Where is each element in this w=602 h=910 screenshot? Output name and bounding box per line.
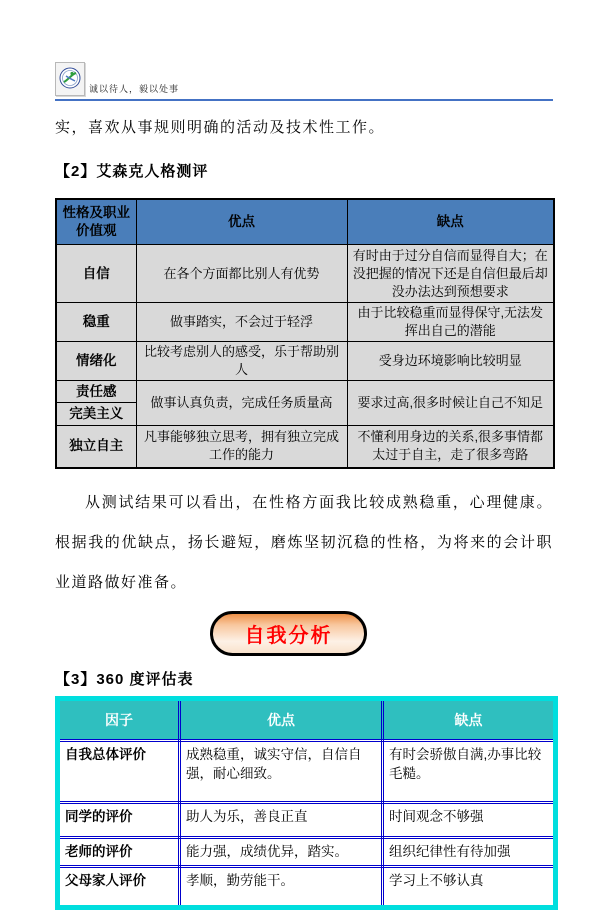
con-cell: 有时会骄傲自满,办事比较毛糙。 [383, 740, 556, 802]
table-header-row [58, 698, 556, 740]
trait-cell: 独立自主 [56, 426, 136, 468]
section-2-heading: 【2】艾森克人格测评 [55, 163, 209, 180]
factor-cell: 同学的评价 [58, 802, 180, 837]
con-cell: 受身边环境影响比较明显 [347, 342, 554, 381]
factor-cell: 父母家人评价 [58, 866, 180, 907]
trait-cell: 责任感 [56, 381, 136, 403]
con-cell: 组织纪律性有待加强 [383, 837, 556, 866]
analysis-paragraph: 从测试结果可以看出，在性格方面我比较成熟稳重，心理健康。根据我的优缺点，扬长避短，磨炼坚韧沉稳的性格，为将来的会计职业道路做好准备。 [55, 493, 553, 591]
con-cell: 要求过高,很多时候让自己不知足 [347, 381, 554, 426]
table-row [56, 245, 554, 303]
column-header-cons: 缺点 [383, 698, 556, 740]
column-header-cons: 缺点 [347, 199, 554, 245]
pro-cell: 比较考虑别人的感受，乐于帮助别人 [136, 342, 347, 381]
con-cell: 时间观念不够强 [383, 802, 556, 837]
pro-cell: 能力强，成绩优异，踏实。 [180, 837, 383, 866]
pro-cell: 在各个方面都比别人有优势 [136, 245, 347, 303]
school-emblem-icon [55, 62, 85, 96]
self-analysis-badge [210, 611, 367, 656]
column-header-pros: 优点 [180, 698, 383, 740]
con-cell: 由于比较稳重而显得保守,无法发挥出自己的潜能 [347, 303, 554, 342]
column-header-pros: 优点 [136, 199, 347, 245]
badge-label: 自我分析 [244, 624, 333, 647]
pro-cell: 凡事能够独立思考，拥有独立完成工作的能力 [136, 426, 347, 468]
table-row [58, 866, 556, 907]
table-row [56, 381, 554, 403]
table-row [56, 426, 554, 468]
pro-cell: 孝顺，勤劳能干。 [180, 866, 383, 907]
pro-cell: 成熟稳重，诚实守信，自信自强，耐心细致。 [180, 740, 383, 802]
table-row [58, 740, 556, 802]
con-cell: 有时由于过分自信而显得自大；在没把握的情况下还是自信但最后却没办法达到预想要求 [347, 245, 554, 303]
trait-cell: 情绪化 [56, 342, 136, 381]
eysenck-table [55, 198, 555, 469]
intro-paragraph: 实，喜欢从事规则明确的活动及技术性工作。 [55, 119, 386, 136]
pro-cell: 助人为乐，善良正直 [180, 802, 383, 837]
column-header-factor: 因子 [58, 698, 180, 740]
table-row [58, 837, 556, 866]
header-slogan: 诚以待人，毅以处事 [89, 84, 180, 94]
table-row [56, 303, 554, 342]
table-header-row [56, 199, 554, 245]
trait-cell: 稳重 [56, 303, 136, 342]
section-3-heading: 【3】360 度评估表 [55, 670, 194, 688]
table-row [58, 802, 556, 837]
column-header-trait: 性格及职业价值观 [56, 199, 136, 245]
pro-cell: 做事认真负责，完成任务质量高 [136, 381, 347, 426]
con-cell: 学习上不够认真 [383, 866, 556, 907]
con-cell: 不懂利用身边的关系,很多事情都太过于自主，走了很多弯路 [347, 426, 554, 468]
header-divider [55, 99, 553, 101]
trait-cell: 完美主义 [56, 403, 136, 426]
pro-cell: 做事踏实，不会过于轻浮 [136, 303, 347, 342]
factor-cell: 老师的评价 [58, 837, 180, 866]
table-row [56, 342, 554, 381]
page-header [55, 56, 553, 101]
evaluation-table [55, 696, 558, 910]
factor-cell: 自我总体评价 [58, 740, 180, 802]
trait-cell: 自信 [56, 245, 136, 303]
